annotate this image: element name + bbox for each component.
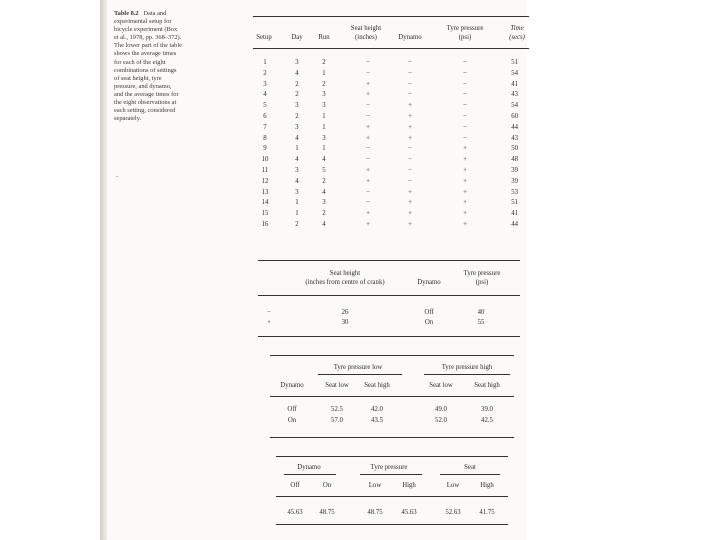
cell-dynamo: − — [408, 69, 412, 77]
caption-line: the eight observations at — [114, 99, 177, 107]
caption-line: of seat height, tyre — [114, 74, 162, 82]
levels-header-tyre: Tyre pressure — [463, 270, 501, 277]
avg-group-tyre-rule — [360, 474, 422, 475]
cell-dynamo: + — [408, 113, 412, 120]
cell-seat-height: + — [366, 221, 370, 228]
avg-cell-value: 41.75 — [479, 509, 495, 516]
combo-group-low: Tyre pressure low — [333, 364, 383, 371]
cell-dynamo: − — [408, 167, 412, 174]
cell-run: 4 — [322, 156, 326, 164]
caption-line: combinations of settings — [114, 66, 177, 74]
avg-sub-header: On — [322, 482, 332, 489]
cell-tyre-pressure: + — [463, 177, 467, 185]
caption-line: and the average times for — [114, 90, 179, 98]
cell-tyre-pressure: + — [463, 210, 467, 218]
combo-header-dynamo: Dynamo — [280, 382, 304, 389]
cell-tyre-pressure: − — [463, 113, 467, 120]
combo-table-header-rule — [270, 396, 514, 397]
cell-time: 53 — [511, 188, 518, 196]
avg-cell-value: 45.63 — [287, 509, 303, 516]
cell-day: 3 — [295, 188, 299, 196]
cell-dynamo: − — [408, 156, 412, 164]
combo-group-high-rule — [424, 374, 510, 375]
levels-cell-seat: 26 — [341, 309, 349, 316]
levels-cell-tyre: 40 — [477, 309, 485, 316]
combo-table-bottom-rule — [270, 437, 514, 438]
cell-seat-height: + — [366, 80, 370, 88]
levels-table-bottom-rule — [258, 336, 520, 337]
cell-setup: 10 — [261, 156, 269, 164]
levels-cell-sign: + — [267, 319, 271, 326]
levels-header-dynamo: Dynamo — [417, 279, 441, 286]
cell-run: 1 — [322, 69, 326, 77]
combo-group-high: Tyre pressure high — [441, 364, 493, 371]
cell-tyre-pressure: − — [463, 134, 467, 142]
stray-mark: - — [116, 172, 119, 180]
cell-day: 1 — [295, 145, 299, 153]
combo-cell-value: 42.5 — [481, 417, 493, 424]
cell-dynamo: + — [408, 123, 412, 131]
cell-day: 3 — [295, 167, 299, 174]
cell-day: 1 — [295, 210, 299, 218]
caption-line: experimental setup for — [114, 18, 172, 26]
cell-seat-height: − — [366, 199, 370, 207]
cell-time: 39 — [511, 177, 518, 185]
cell-day: 2 — [295, 221, 299, 228]
cell-seat-height: − — [366, 145, 370, 153]
cell-setup: 16 — [261, 221, 269, 228]
cell-seat-height: + — [366, 91, 370, 99]
cell-tyre-pressure: + — [463, 199, 467, 207]
header-day: Day — [291, 34, 303, 41]
caption-line: The lower part of the table — [114, 42, 182, 50]
cell-seat-height: − — [366, 113, 370, 120]
cell-tyre-pressure: + — [463, 167, 467, 174]
cell-day: 1 — [295, 199, 299, 207]
cell-run: 2 — [322, 210, 326, 218]
header-dynamo: Dynamo — [398, 34, 422, 41]
cell-dynamo: + — [408, 210, 412, 218]
cell-day: 3 — [295, 59, 299, 66]
combo-cell-dynamo: On — [287, 417, 297, 424]
cell-run: 3 — [322, 91, 326, 99]
cell-run: 2 — [322, 59, 326, 66]
cell-day: 3 — [295, 123, 299, 131]
cell-day: 4 — [295, 134, 299, 142]
cell-setup: 2 — [263, 69, 267, 77]
levels-header-seat: Seat height — [329, 270, 361, 277]
cell-run: 4 — [322, 221, 326, 228]
header-time-unit: (secs) — [509, 34, 525, 41]
levels-cell-seat: 30 — [341, 319, 349, 326]
caption-line: pressure, and dynamo, — [114, 82, 172, 90]
cell-time: 51 — [511, 59, 518, 66]
combo-sub-header: Seat low — [429, 382, 453, 389]
cell-time: 44 — [511, 221, 518, 228]
cell-time: 54 — [511, 102, 518, 110]
levels-table-header-rule — [258, 295, 520, 296]
cell-setup: 14 — [261, 199, 269, 207]
cell-run: 2 — [322, 177, 326, 185]
header-setup: Setup — [256, 34, 272, 41]
header-time: Time — [510, 25, 524, 32]
combo-group-low-rule — [318, 374, 402, 375]
avg-sub-header: Low — [446, 482, 460, 489]
main-table-top-rule — [253, 16, 529, 17]
cell-run: 5 — [322, 167, 326, 174]
cell-seat-height: + — [366, 210, 370, 218]
header-tyre-pressure-unit: (psi) — [458, 34, 472, 41]
avg-group-seat: Seat — [464, 464, 476, 471]
cell-time: 48 — [511, 156, 518, 164]
caption-line: for each of the eight — [114, 58, 166, 66]
avg-sub-header: Off — [290, 482, 300, 489]
avg-cell-value: 48.75 — [319, 509, 335, 516]
cell-setup: 11 — [261, 167, 269, 174]
cell-run: 4 — [322, 188, 326, 196]
cell-seat-height: + — [366, 123, 370, 131]
cell-setup: 15 — [261, 210, 269, 218]
cell-time: 41 — [511, 210, 518, 218]
avg-sub-header: High — [480, 482, 494, 489]
header-seat-height: Seat height — [350, 25, 382, 32]
cell-dynamo: − — [408, 177, 412, 185]
cell-time: 41 — [511, 80, 518, 88]
cell-run: 2 — [322, 80, 326, 88]
header-run: Run — [318, 34, 330, 41]
cell-tyre-pressure: − — [463, 80, 467, 88]
cell-dynamo: + — [408, 134, 412, 142]
combo-sub-header: Seat low — [325, 382, 349, 389]
cell-setup: 6 — [263, 113, 267, 120]
caption-line: separately. — [114, 115, 142, 123]
header-seat-height-unit: (inches) — [355, 34, 377, 41]
combo-cell-value: 39.0 — [481, 406, 493, 413]
cell-seat-height: − — [366, 59, 370, 66]
cell-day: 2 — [295, 80, 299, 88]
cell-time: 43 — [511, 134, 518, 142]
combo-sub-header: Seat high — [474, 382, 500, 389]
cell-dynamo: − — [408, 91, 412, 99]
cell-setup: 13 — [261, 188, 269, 196]
cell-tyre-pressure: + — [463, 188, 467, 196]
cell-time: 51 — [511, 199, 518, 207]
cell-dynamo: + — [408, 102, 412, 110]
caption-line: each setting, considered — [114, 107, 176, 115]
combo-sub-header: Seat high — [364, 382, 390, 389]
cell-run: 1 — [322, 123, 326, 131]
cell-time: 44 — [511, 123, 518, 131]
cell-tyre-pressure: − — [463, 123, 467, 131]
avg-table-bottom-rule — [276, 524, 508, 525]
cell-day: 2 — [295, 113, 299, 120]
avg-cell-value: 48.75 — [367, 509, 383, 516]
table-caption — [114, 10, 226, 123]
levels-header-tyre-unit: (psi) — [475, 279, 489, 286]
cell-run: 1 — [322, 145, 326, 153]
combo-cell-value: 43.5 — [371, 417, 383, 424]
avg-group-seat-rule — [440, 474, 500, 475]
cell-seat-height: − — [366, 102, 370, 110]
cell-tyre-pressure: + — [463, 156, 467, 164]
cell-dynamo: − — [408, 145, 412, 153]
combo-cell-value: 57.0 — [331, 417, 343, 424]
caption-line: shows the average times — [114, 50, 177, 58]
levels-table-top-rule — [258, 260, 520, 261]
combo-cell-value: 42.0 — [371, 406, 383, 413]
combo-cell-value: 52.0 — [435, 417, 447, 424]
main-table-header-rule — [253, 48, 529, 49]
combo-cell-value: 49.0 — [435, 406, 447, 413]
cell-run: 1 — [322, 113, 326, 120]
cell-setup: 12 — [261, 177, 269, 185]
cell-time: 43 — [511, 91, 518, 99]
cell-seat-height: − — [366, 69, 370, 77]
cell-run: 3 — [322, 102, 326, 110]
cell-seat-height: − — [366, 156, 370, 164]
levels-cell-dynamo: Off — [424, 309, 434, 316]
combo-table-top-rule — [270, 355, 514, 356]
levels-cell-dynamo: On — [424, 319, 434, 326]
cell-dynamo: − — [408, 80, 412, 88]
cell-dynamo: + — [408, 221, 412, 228]
avg-sub-header: High — [402, 482, 416, 489]
cell-tyre-pressure: + — [463, 221, 467, 228]
cell-tyre-pressure: − — [463, 91, 467, 99]
avg-group-tyre: Tyre pressure — [370, 464, 408, 471]
caption-line: Data and — [143, 10, 167, 17]
cell-seat-height: + — [366, 167, 370, 174]
cell-day: 4 — [295, 156, 299, 164]
cell-tyre-pressure: + — [463, 145, 467, 153]
cell-setup: 5 — [263, 102, 267, 110]
levels-cell-tyre: 55 — [477, 319, 485, 326]
combo-cell-value: 52.5 — [331, 406, 343, 413]
cell-run: 3 — [322, 199, 326, 207]
cell-setup: 1 — [263, 59, 267, 66]
caption-label: Table 8.2 — [114, 10, 139, 17]
caption-line: et al., 1978, pp. 368–372). — [114, 34, 182, 42]
avg-sub-header: Low — [368, 482, 382, 489]
cell-day: 2 — [295, 91, 299, 99]
cell-day: 4 — [295, 177, 299, 185]
caption-line: bicycle experiment (Box — [114, 26, 178, 34]
cell-dynamo: − — [408, 59, 412, 66]
avg-cell-value: 52.63 — [445, 509, 461, 516]
cell-tyre-pressure: − — [463, 69, 467, 77]
cell-tyre-pressure: − — [463, 59, 467, 66]
combo-cell-dynamo: Off — [287, 406, 297, 413]
avg-group-dynamo: Dynamo — [297, 464, 321, 471]
cell-time: 54 — [511, 69, 518, 77]
avg-table-top-rule — [276, 456, 508, 457]
cell-day: 4 — [295, 69, 299, 77]
cell-seat-height: + — [366, 177, 370, 185]
cell-seat-height: + — [366, 134, 370, 142]
cell-tyre-pressure: − — [463, 102, 467, 110]
levels-cell-sign: − — [267, 309, 271, 316]
cell-setup: 4 — [263, 91, 267, 99]
cell-setup: 7 — [263, 123, 267, 131]
cell-setup: 9 — [263, 145, 267, 153]
cell-setup: 8 — [263, 134, 267, 142]
cell-run: 3 — [322, 134, 326, 142]
avg-table-header-rule — [276, 496, 508, 497]
cell-day: 3 — [295, 102, 299, 110]
cell-dynamo: + — [408, 199, 412, 207]
cell-time: 50 — [511, 145, 518, 153]
cell-seat-height: − — [366, 188, 370, 196]
cell-time: 39 — [511, 167, 518, 174]
header-tyre-pressure: Tyre pressure — [446, 25, 484, 32]
cell-setup: 3 — [263, 80, 267, 88]
cell-time: 60 — [511, 113, 518, 120]
avg-cell-value: 45.63 — [401, 509, 417, 516]
avg-group-dynamo-rule — [284, 474, 336, 475]
levels-header-seat-unit: (inches from centre of crank) — [305, 279, 385, 286]
cell-dynamo: + — [408, 188, 412, 196]
